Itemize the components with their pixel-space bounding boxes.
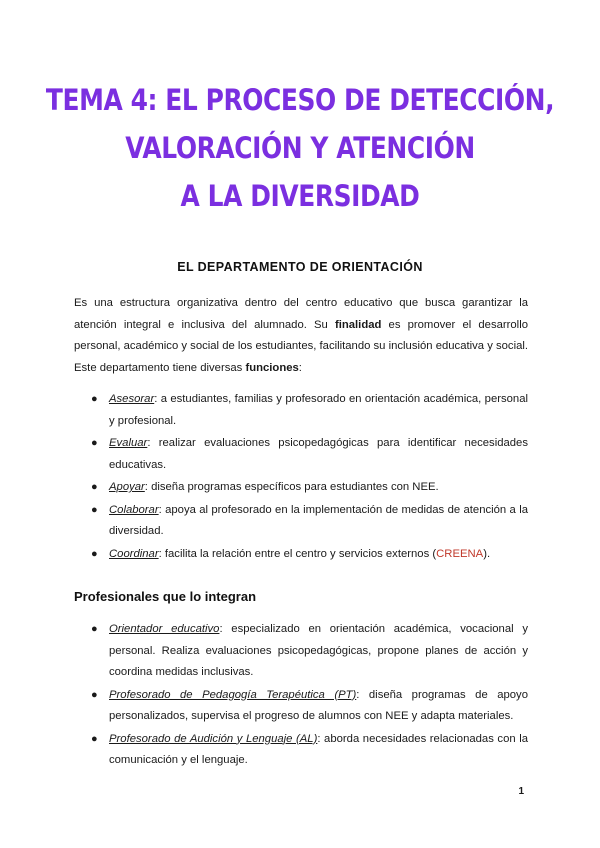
function-text-end: ). xyxy=(483,547,491,560)
professionals-heading: Profesionales que lo integran xyxy=(74,589,257,604)
professional-term: Profesorado de Audición y Lenguaje (AL) xyxy=(109,732,318,745)
function-term: Evaluar xyxy=(109,437,148,449)
section-heading: EL DEPARTAMENTO DE ORIENTACIÓN xyxy=(177,260,423,274)
intro-text-2: es promover el desarrollo personal, académico y social de los estudiantes, facilitando su inclusión educativa y social. Este departamento tiene diversas xyxy=(74,318,529,374)
list-item xyxy=(74,685,528,728)
title-line-3: A LA DIVERSIDAD xyxy=(180,179,420,213)
function-term: Apoyar xyxy=(109,481,145,493)
title-line-2: VALORACIÓN Y ATENCIÓN xyxy=(125,131,475,165)
document-title xyxy=(42,76,558,220)
function-term: Colaborar xyxy=(109,503,159,516)
intro-paragraph xyxy=(74,293,528,379)
page-number: 1 xyxy=(518,786,524,797)
list-item xyxy=(74,433,528,476)
function-text: : a estudiantes, familias y profesorado en orientación académica, personal y profesional. xyxy=(109,393,528,427)
bullet-icon: ● xyxy=(91,481,98,493)
list-item xyxy=(74,389,528,432)
bullet-icon: ● xyxy=(91,623,98,635)
professional-term: Orientador educativo xyxy=(109,623,220,635)
list-item xyxy=(74,619,528,684)
bullet-icon: ● xyxy=(91,688,98,701)
list-item xyxy=(74,729,528,772)
bullet-icon: ● xyxy=(91,547,98,560)
list-item xyxy=(74,500,528,543)
list-item xyxy=(74,544,528,566)
bullet-icon: ● xyxy=(91,393,98,405)
bullet-icon: ● xyxy=(91,732,98,745)
professionals-list xyxy=(74,619,528,773)
title-line-1: TEMA 4: EL PROCESO DE DETECCIÓN, xyxy=(45,83,555,117)
creena-highlight: CREENA xyxy=(436,547,484,560)
bullet-icon: ● xyxy=(91,437,98,449)
intro-text-1: Es una estructura organizativa dentro del centro educativo que busca garantizar la atención integral e inclusiva del alumnado. Su xyxy=(74,297,528,331)
function-text: : facilita la relación entre el centro y servicios externos ( xyxy=(158,547,437,560)
functions-list xyxy=(74,389,528,566)
intro-bold-finalidad: finalidad xyxy=(334,318,382,331)
function-term: Asesorar xyxy=(109,393,155,405)
list-item xyxy=(74,477,528,499)
intro-text-3: : xyxy=(298,361,302,374)
function-text: : realizar evaluaciones psicopedagógicas para identificar necesidades educativas. xyxy=(109,437,528,471)
function-term: Coordinar xyxy=(109,547,159,560)
bullet-icon: ● xyxy=(91,503,98,516)
intro-bold-funciones: funciones xyxy=(245,361,299,374)
professional-text: : diseña programas de apoyo personalizados, supervisa el progreso de alumnos con NEE y adapta materiales. xyxy=(109,688,528,722)
professional-text: : aborda necesidades relacionadas con la comunicación y el lenguaje. xyxy=(109,732,528,766)
function-text: : diseña programas específicos para estudiantes con NEE. xyxy=(144,481,439,493)
professional-term: Profesorado de Pedagogía Terapéutica (PT) xyxy=(109,688,357,701)
function-text: : apoya al profesorado en la implementación de medidas de atención a la diversidad. xyxy=(109,503,528,537)
professional-text: : especializado en orientación académica, vocacional y personal. Realiza evaluaciones psicopedagógicas, propone planes de acción y coordina medidas inclusivas. xyxy=(109,623,528,678)
